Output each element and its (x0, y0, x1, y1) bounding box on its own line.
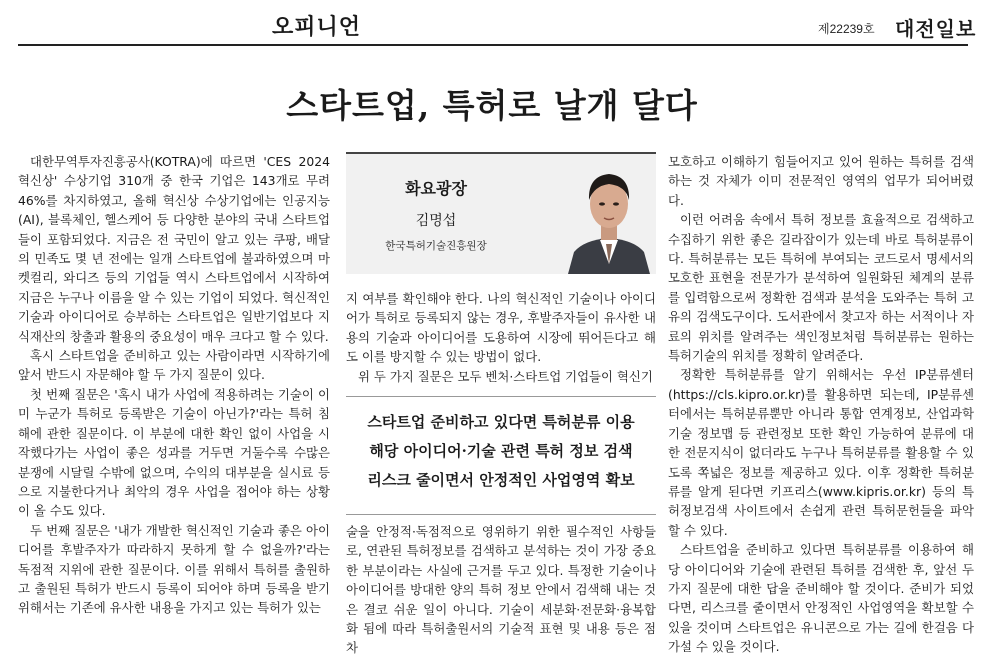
paragraph: 술을 안정적·독점적으로 영위하기 위한 필수적인 사항들로, 연관된 특허정보를 검색하고 분석하는 것이 가장 중요한 부분이라는 사실에 근거를 두고 있다. 특정한 기술이나 아이디어를 방대한 양의 특허 정보 안에서 검색해 내는 것은 결코 쉬운 일이 아니다. 기술이 세분화·전문화·융복합화 됨에 따라 특허출원서의 기술적 표현 및 내용 등은 점차 (346, 524, 656, 656)
author-photo (564, 160, 654, 274)
article-headline: 스타트업, 특허로 날개 달다 (286, 86, 698, 125)
paragraph: 이런 어려움 속에서 특허 정보를 효율적으로 검색하고 수집하기 위한 좋은 길라잡이가 있는데 바로 특허분류이다. 특허분류는 모든 특허에 부여되는 코드로서 명세서의 모호한 표현을 전문가가 분석하여 일원화된 체계의 분류를 입력함으로써 정확한 검색과 분석을 도와주는 특허 고유의 검색도구이다. 도서관에서 찾고자 하는 서적이나 자료의 위치를 알려주는 색인정보처럼 특허분류는 원하는 특허기술의 위치를 정확히 알려준다. (668, 212, 974, 364)
paragraph: 지 여부를 확인해야 한다. 나의 혁신적인 기술이나 아이디어가 특허로 등록되지 않는 경우, 후발주자들이 유사한 내용의 기술과 아이디어를 도용하여 시장에 뛰어든다고 해도 이를 방지할 수 있는 방법이 없다. (346, 291, 656, 365)
column-1 (18, 152, 330, 618)
column-3 (668, 152, 974, 657)
paragraph: 스타트업을 준비하고 있다면 특허분류를 이용하여 해당 아이디어와 기술에 관련된 특허를 검색한 후, 앞선 두 가지 질문에 대한 답을 준비해야 할 것이다. 준비가 되었다면, 리스크를 줄이면서 안정적인 사업영역을 확보할 수 있을 것이며 스타트업은 유니콘으로 가는 길에 한걸음 다가설 수 있을 것이다. (668, 542, 974, 655)
column-name: 화요광장 (405, 179, 467, 198)
paragraph: 혹시 스타트업을 준비하고 있는 사람이라면 시작하기에 앞서 반드시 자문해야 할 두 가지 질문이 있다. (18, 348, 330, 383)
column-2-bottom (346, 522, 656, 658)
byline-text (346, 154, 526, 274)
paragraph: 대한무역투자진흥공사(KOTRA)에 따르면 'CES 2024 혁신상' 수상기업 310개 중 한국 기업은 143개로 무려 46%를 차지하였고, 올해 혁신상 수상기업에는 인공지능(AI), 블록체인, 헬스케어 등 다양한 분야의 국내 스타트업들이 포함되었다. 지금은 전 국민이 알고 있는 쿠팡, 배달의 민족도 몇 년 전에는 일개 스타트업에 불과하였으며 마켓컬리, 와디즈 등의 기업들 역시 스타트업에서 시작하여 지금은 누구나 이름을 알 수 있는 기업이 되었다. 혁신적인 기술과 아이디어로 승부하는 스타트업은 일반기업보다 지식재산의 창출과 활용의 중요성이 매우 크다고 할 수 있다. (18, 154, 330, 344)
pull-quote (346, 398, 656, 510)
paragraph: 두 번째 질문은 '내가 개발한 혁신적인 기술과 좋은 아이디어를 후발주자가 따라하지 못하게 할 수 없을까?'라는 독점적 지위에 관한 질문이다. 이를 위해서 특허를 출원하고 출원된 특허가 반드시 등록이 되어야 하며 등록을 받기 위해서는 기존에 유사한 내용을 가지고 있는 특허가 있는 (18, 522, 330, 616)
header-divider (18, 44, 968, 46)
section-label: 오피니언 (272, 15, 362, 40)
pull-quote-divider (346, 396, 656, 397)
page-header (0, 0, 984, 44)
paragraph: 정확한 특허분류를 알기 위해서는 우선 IP분류센터(https://cls.kipro.or.kr)를 활용하면 되는데, IP분류센터에서는 특허분류뿐만 아니라 통합 연계정보, 산업과학기술 정보맵 등 관련정보 또한 확인 가능하여 분류에 대한 전문지식이 없더라도 누구나 특허분류를 활용할 수 있도록 쪽넓은 정보를 제공하고 있다. 이후 정확한 특허분류를 알게 된다면 키프리스(www.kipris.or.kr) 등의 특허정보검색 사이트에서 손쉽게 관련 특허문헌들을 파악할 수 있다. (668, 367, 974, 538)
pull-quote-line: 리스크 줄이면서 안정적인 사업영역 확보 (367, 471, 635, 489)
author-title: 한국특허기술진흥원장 (385, 240, 487, 252)
paragraph: 첫 번째 질문은 '혹시 내가 사업에 적용하려는 기술이 이미 누군가 특허로 등록받은 기술이 아닌가?'라는 특허 침해에 관한 질문이다. 이 부분에 대한 확인 없이 사업을 시작했다가는 사업이 좋은 성과를 거두면 거둘수록 수많은 분쟁에 시달릴 수밖에 없으며, 수익의 대부분을 실시료 등으로 지불한다거나 최악의 경우 사업을 접어야 하는 상황이 올 수도 있다. (18, 386, 330, 519)
author-box (346, 152, 656, 274)
pull-quote-divider (346, 514, 656, 515)
author-name: 김명섭 (415, 213, 457, 229)
paragraph: 위 두 가지 질문은 모두 벤처·스타트업 기업들이 혁신기 (358, 368, 653, 384)
paragraph: 모호하고 이해하기 힘들어지고 있어 원하는 특허를 검색하는 것 자체가 이미 전문적인 영역의 업무가 되어버렸다. (668, 154, 974, 208)
newspaper-name: 대전일보 (895, 17, 977, 41)
column-2-top (346, 289, 656, 386)
pull-quote-line: 해당 아이디어·기술 관련 특허 정보 검색 (369, 442, 633, 460)
issue-number: 제22239호 (818, 22, 875, 36)
pull-quote-line: 스타트업 준비하고 있다면 특허분류 이용 (367, 413, 635, 431)
